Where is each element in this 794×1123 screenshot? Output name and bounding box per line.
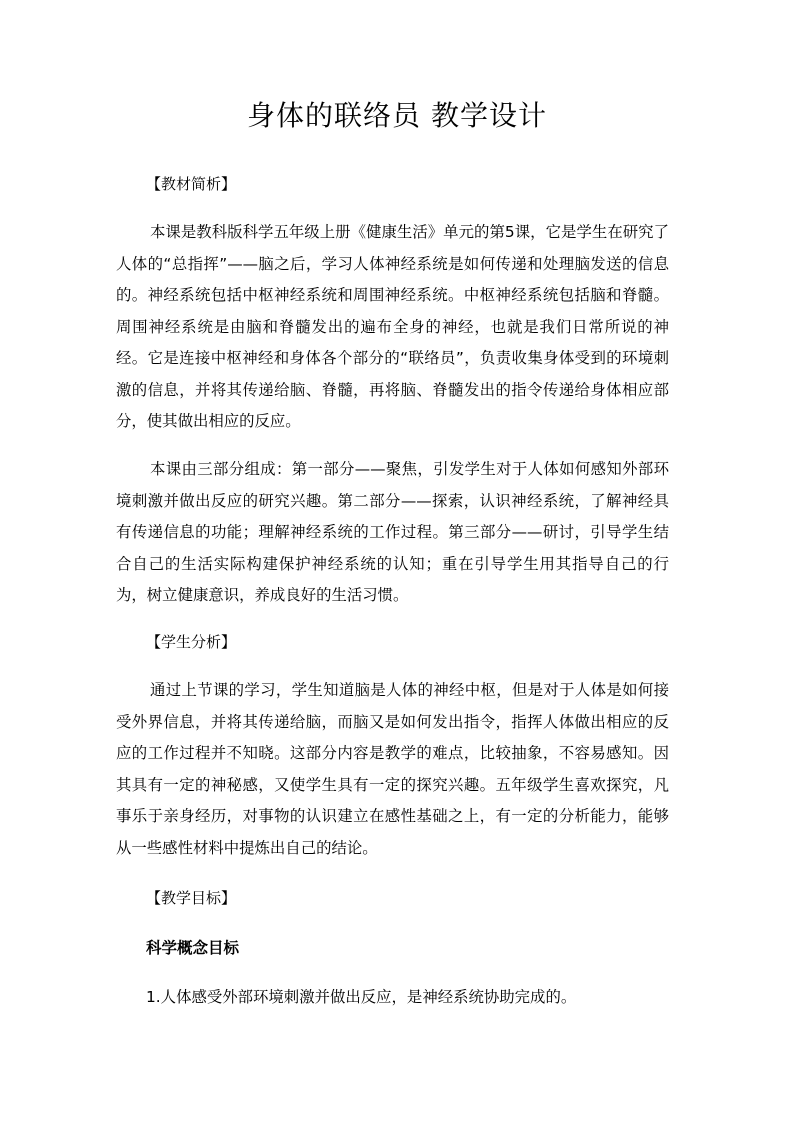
objective-item-1: 1.人体感受外部环境刺激并做出反应，是神经系统协助完成的。 — [146, 988, 577, 1006]
document-title: 身体的联络员 教学设计 — [247, 99, 547, 132]
paragraph-textbook-analysis-2: 本课由三部分组成：第一部分——聚焦，引发学生对于人体如何感知外部环境刺激并做出反应的研究兴趣。第二部分——探索，认识神经系统，了解神经具有传递信息的功能；理解神经系统的工作过程。第三部分——研讨，引导学生结合自己的生活实际构建保护神经系统的认知；重在引导学生用其指导自己的行为，树立健康意识，养成良好的生活习惯。 — [116, 460, 669, 604]
section-heading-textbook-analysis: 【教材简析】 — [146, 175, 237, 193]
paragraph-textbook-analysis-1: 本课是教科版科学五年级上册《健康生活》单元的第5课，它是学生在研究了人体的“总指挥”——脑之后，学习人体神经系统是如何传递和处理脑发送的信息的。神经系统包括中枢神经系统和周围神经系统。中枢神经系统包括脑和脊髓。周围神经系统是由脑和脊髓发出的遍布全身的神经，也就是我们日常所说的神经。它是连接中枢神经和身体各个部分的“联络员”，负责收集身体受到的环境刺激的信息，并将其传递给脑、脊髓，再将脑、脊髓发出的指令传递给身体相应部分，使其做出相应的反应。 — [116, 223, 669, 430]
subheading-science-concept-objectives: 科学概念目标 — [146, 939, 240, 957]
paragraph-student-analysis: 通过上节课的学习，学生知道脑是人体的神经中枢，但是对于人体是如何接受外界信息，并将其传递给脑，而脑又是如何发出指令，指挥人体做出相应的反应的工作过程并不知晓。这部分内容是教学的难点，比较抽象，不容易感知。因其具有一定的神秘感，又使学生具有一定的探究兴趣。五年级学生喜欢探究，凡事乐于亲身经历，对事物的认识建立在感性基础之上，有一定的分析能力，能够从一些感性材料中提炼出自己的结论。 — [116, 681, 669, 857]
section-heading-student-analysis: 【学生分析】 — [146, 633, 237, 651]
section-heading-teaching-objectives: 【教学目标】 — [146, 889, 237, 907]
